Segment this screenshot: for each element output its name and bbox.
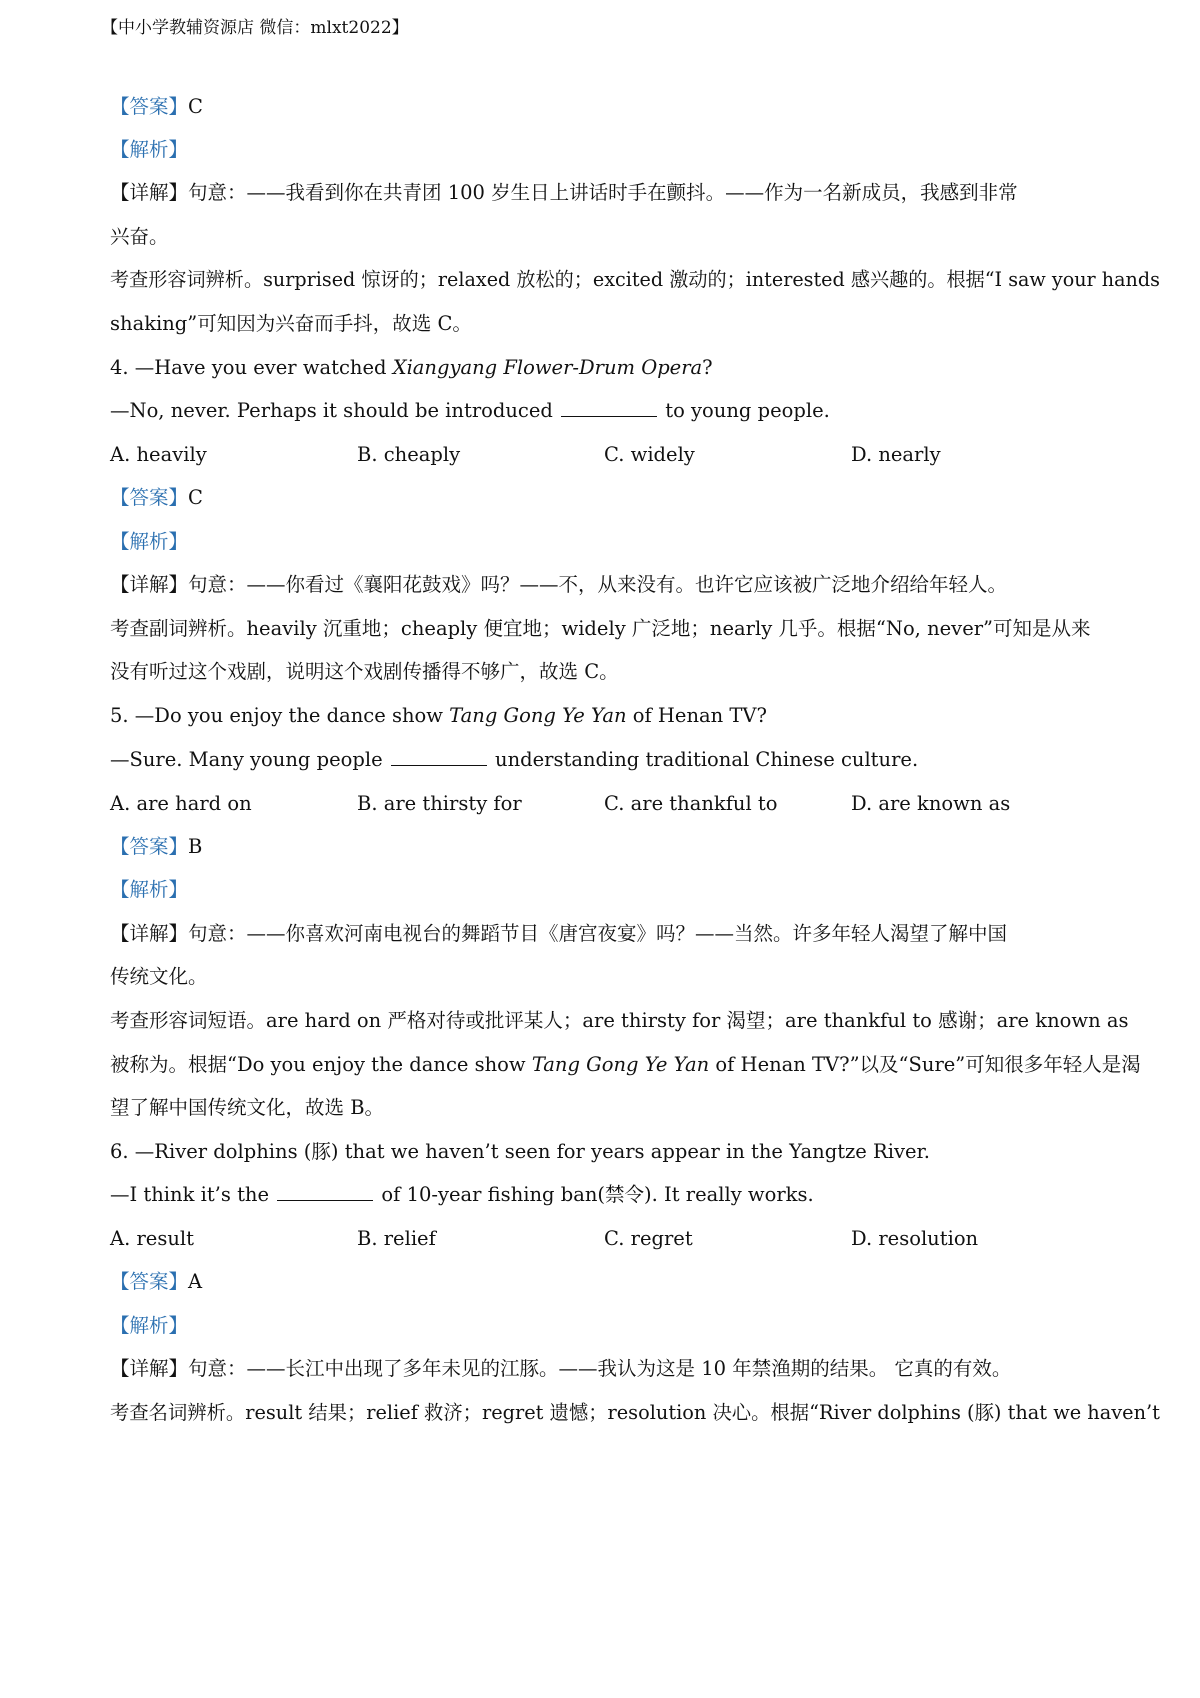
detail-line-q5-cont: 传统文化。 [110,965,208,988]
detail-label: 【详解】 [110,573,189,596]
stem-italic-title: Tang Gong Ye Yan [449,704,627,727]
analysis-line-q4-cont: 没有听过这个戏剧，说明这个戏剧传播得不够广，故选 C。 [110,660,619,683]
analysis-line-q3-cont: shaking”可知因为兴奋而手抖，故选 C。 [110,312,472,335]
option-b-q6: B. relief [357,1227,436,1250]
answer-label: 【答案】 [110,95,189,118]
analysis-label-line-q3 [110,135,188,165]
option-c-q5: C. are thankful to [604,792,778,815]
answer-value: C [188,486,203,509]
detail-label: 【详解】 [110,922,189,945]
answer-label: 【答案】 [110,1270,189,1293]
option-d-q5: D. are known as [851,792,1011,815]
detail-text: 句意：——长江中出现了多年未见的江豚。——我认为这是 10 年禁渔期的结果。 它真的有效。 [188,1357,1012,1380]
analysis-text-end: of Henan TV?”以及“Sure”可知很多年轻人是渴 [709,1053,1141,1076]
detail-label: 【详解】 [110,1357,189,1380]
reply-text: —Sure. Many young people [110,748,389,771]
analysis-label-line-q4 [110,527,188,557]
reply-text-end: understanding traditional Chinese culture. [488,748,919,771]
analysis-line-q6: 考查名词辨析。result 结果；relief 救济；regret 遗憾；resolution 决心。根据“River dolphins (豚) that we haven’t [110,1401,1160,1424]
detail-label: 【详解】 [110,181,189,204]
answer-line-q6 [110,1267,202,1297]
analysis-line-q5-end: 望了解中国传统文化，故选 B。 [110,1096,385,1119]
analysis-label-line-q6 [110,1311,188,1341]
answer-line-q3 [110,92,203,122]
option-d-q6: D. resolution [851,1227,979,1250]
option-c-q6: C. regret [604,1227,693,1250]
answer-blank [561,400,657,417]
reply-text: —I think it’s the [110,1183,276,1206]
option-b-q5: B. are thirsty for [357,792,522,815]
stem-text: 5. —Do you enjoy the dance show [110,704,450,727]
detail-text: 句意：——我看到你在共青团 100 岁生日上讲话时手在颤抖。——作为一名新成员，我感到非常 [188,181,1018,204]
option-a-q6: A. result [110,1227,194,1250]
analysis-line-q4: 考查副词辨析。heavily 沉重地；cheaply 便宜地；widely 广泛地；nearly 几乎。根据“No, never”可知是从来 [110,617,1091,640]
analysis-label: 【解析】 [110,878,189,901]
detail-line-q6 [110,1354,1011,1384]
answer-label: 【答案】 [110,835,189,858]
option-a-q5: A. are hard on [110,792,252,815]
detail-text: 句意：——你看过《襄阳花鼓戏》吗？——不，从来没有。也许它应该被广泛地介绍给年轻人。 [188,573,1008,596]
answer-value: C [188,95,203,118]
stem-text-end: ? [702,356,713,379]
answer-line-q5 [110,832,202,862]
question-reply-q6 [110,1180,814,1210]
stem-text-end: of Henan TV? [626,704,767,727]
analysis-label-line-q5 [110,875,188,905]
analysis-text: 被称为。根据“Do you enjoy the dance show [110,1053,532,1076]
page-header: 【中小学教辅资源店 微信：mlxt2022】 [101,18,409,38]
question-reply-q5 [110,745,918,775]
answer-blank [391,749,487,766]
stem-italic-title: Xiangyang Flower-Drum Opera [392,356,703,379]
analysis-line-q3: 考查形容词辨析。surprised 惊讶的；relaxed 放松的；excited 激动的；interested 感兴趣的。根据“I saw your hands [110,268,1160,291]
reply-text-end: to young people. [659,399,830,422]
answer-blank [277,1184,373,1201]
question-reply-q4 [110,396,830,426]
option-c-q4: C. widely [604,443,695,466]
detail-line-q5 [110,919,1007,949]
reply-text: —No, never. Perhaps it should be introduced [110,399,560,422]
answer-value: A [188,1270,203,1293]
detail-line-q3-cont: 兴奋。 [110,225,169,248]
detail-line-q4 [110,570,1007,600]
detail-line-q3 [110,178,1018,208]
analysis-line-q5-cont [110,1050,1141,1080]
answer-label: 【答案】 [110,486,189,509]
question-stem-q6: 6. —River dolphins (豚) that we haven’t seen for years appear in the Yangtze River. [110,1140,930,1163]
question-stem-q5 [110,701,767,731]
option-d-q4: D. nearly [851,443,941,466]
option-a-q4: A. heavily [110,443,207,466]
answer-value: B [188,835,203,858]
analysis-label: 【解析】 [110,1314,189,1337]
detail-text: 句意：——你喜欢河南电视台的舞蹈节目《唐宫夜宴》吗？——当然。许多年轻人渴望了解中国 [188,922,1008,945]
analysis-label: 【解析】 [110,530,189,553]
analysis-italic-title: Tang Gong Ye Yan [531,1053,710,1076]
answer-line-q4 [110,483,203,513]
analysis-label: 【解析】 [110,138,189,161]
reply-text-end: of 10-year fishing ban(禁令). It really works. [375,1183,814,1206]
question-stem-q4 [110,353,713,383]
option-b-q4: B. cheaply [357,443,461,466]
analysis-line-q5: 考查形容词短语。are hard on 严格对待或批评某人；are thirsty for 渴望；are thankful to 感谢；are known as [110,1009,1129,1032]
stem-text: 4. —Have you ever watched [110,356,393,379]
